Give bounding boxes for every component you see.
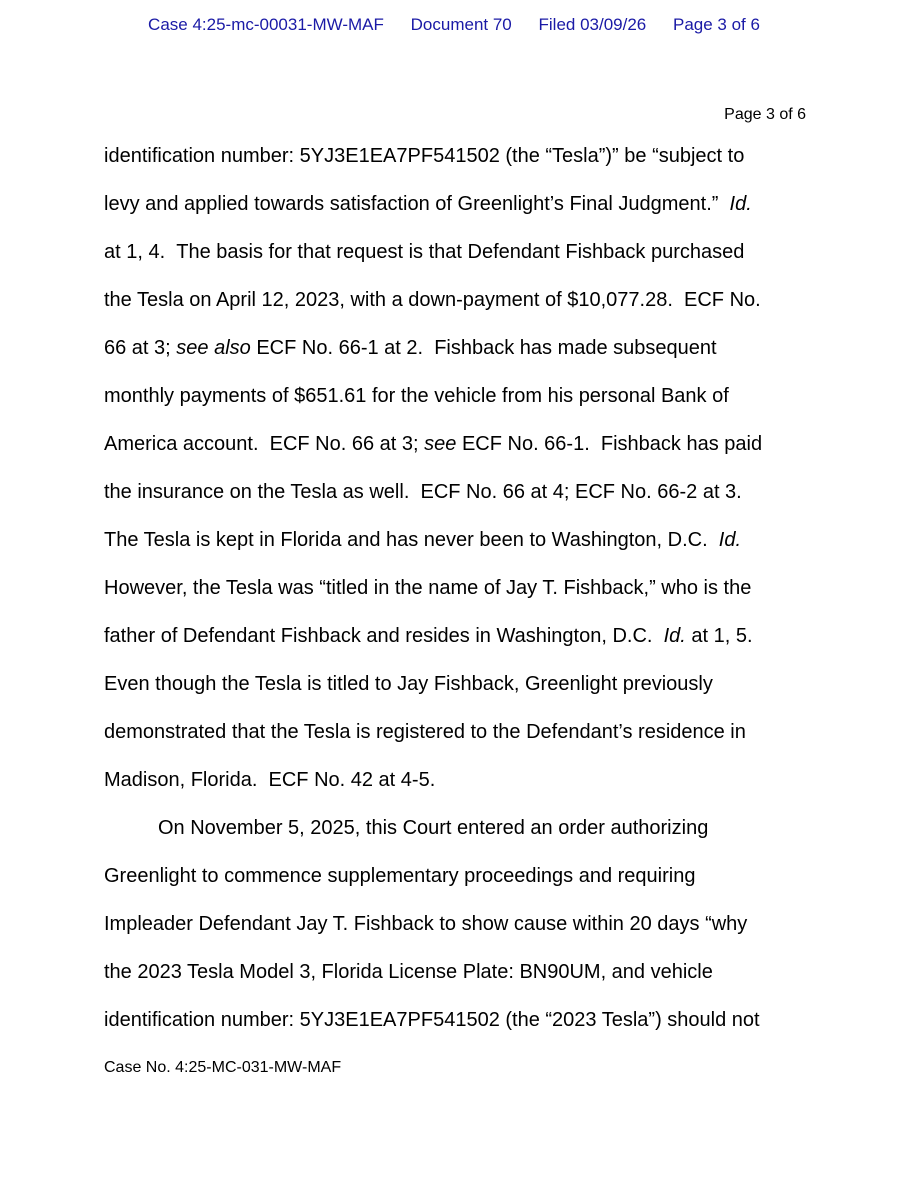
text-segment: ECF No. 66-1. Fishback has paid — [456, 433, 763, 455]
ecf-document-number: Document 70 — [410, 15, 512, 34]
ecf-filed-date: Filed 03/09/26 — [538, 15, 647, 34]
text-line — [104, 420, 808, 468]
text-line — [104, 612, 808, 660]
text-line — [104, 516, 808, 564]
text-segment: Even though the Tesla is titled to Jay Fishback, Greenlight previously — [104, 673, 713, 695]
text-segment: levy and applied towards satisfaction of Greenlight’s Final Judgment.” — [104, 193, 730, 215]
text-line — [104, 372, 808, 420]
text-line — [104, 468, 808, 516]
ecf-page-count: Page 3 of 6 — [672, 15, 760, 34]
footer-case-number: Case No. 4:25-MC-031-MW-MAF — [104, 1059, 342, 1076]
text-segment: father of Defendant Fishback and resides in Washington, D.C. — [104, 625, 664, 647]
text-line — [104, 660, 808, 708]
text-segment: The Tesla is kept in Florida and has never been to Washington, D.C. — [104, 529, 719, 551]
italic-citation: Id. — [663, 625, 686, 647]
text-line — [104, 900, 808, 948]
text-segment: 66 at 3; — [104, 337, 177, 359]
text-segment: identification number: 5YJ3E1EA7PF541502 (the “Tesla”)” be “subject to — [104, 145, 745, 167]
document-body — [104, 132, 808, 1044]
text-line — [104, 228, 808, 276]
italic-citation: see — [424, 433, 457, 455]
text-segment: monthly payments of $651.61 for the vehicle from his personal Bank of — [104, 385, 729, 407]
ecf-filing-header — [0, 15, 908, 35]
text-line — [104, 324, 808, 372]
ecf-case-number: Case 4:25-mc-00031-MW-MAF — [148, 15, 384, 34]
text-line — [104, 564, 808, 612]
text-segment: America account. ECF No. 66 at 3; — [104, 433, 425, 455]
text-line — [104, 948, 808, 996]
text-segment: the Tesla on April 12, 2023, with a down-payment of $10,077.28. ECF No. — [104, 289, 761, 311]
text-segment: Impleader Defendant Jay T. Fishback to show cause within 20 days “why — [104, 913, 748, 935]
text-segment: ECF No. 66-1 at 2. Fishback has made subsequent — [250, 337, 717, 359]
text-line — [104, 276, 808, 324]
text-segment: at 1, 4. The basis for that request is that Defendant Fishback purchased — [104, 241, 745, 263]
text-segment: the 2023 Tesla Model 3, Florida License Plate: BN90UM, and vehicle — [104, 961, 713, 983]
text-segment: demonstrated that the Tesla is registered to the Defendant’s residence in — [104, 721, 746, 743]
italic-citation: Id. — [718, 529, 742, 551]
text-segment: identification number: 5YJ3E1EA7PF541502 (the “2023 Tesla”) should not — [104, 1009, 760, 1031]
text-segment: at 1, 5. — [685, 625, 753, 647]
text-line — [104, 708, 808, 756]
text-line — [104, 996, 808, 1044]
text-line — [104, 180, 808, 228]
text-segment: Madison, Florida. ECF No. 42 at 4-5. — [104, 769, 436, 791]
italic-citation: Id. — [729, 193, 752, 215]
page-number: Page 3 of 6 — [724, 106, 806, 123]
italic-citation: see also — [176, 337, 251, 359]
text-line — [104, 132, 808, 180]
text-segment: the insurance on the Tesla as well. ECF No. 66 at 4; ECF No. 66-2 at 3. — [104, 481, 742, 503]
text-line — [104, 852, 808, 900]
text-segment: However, the Tesla was “titled in the name of Jay T. Fishback,” who is the — [104, 577, 752, 599]
text-segment: On November 5, 2025, this Court entered an order authorizing — [158, 817, 709, 839]
text-line — [104, 804, 808, 852]
text-line — [104, 756, 808, 804]
text-segment: Greenlight to commence supplementary proceedings and requiring — [104, 865, 696, 887]
